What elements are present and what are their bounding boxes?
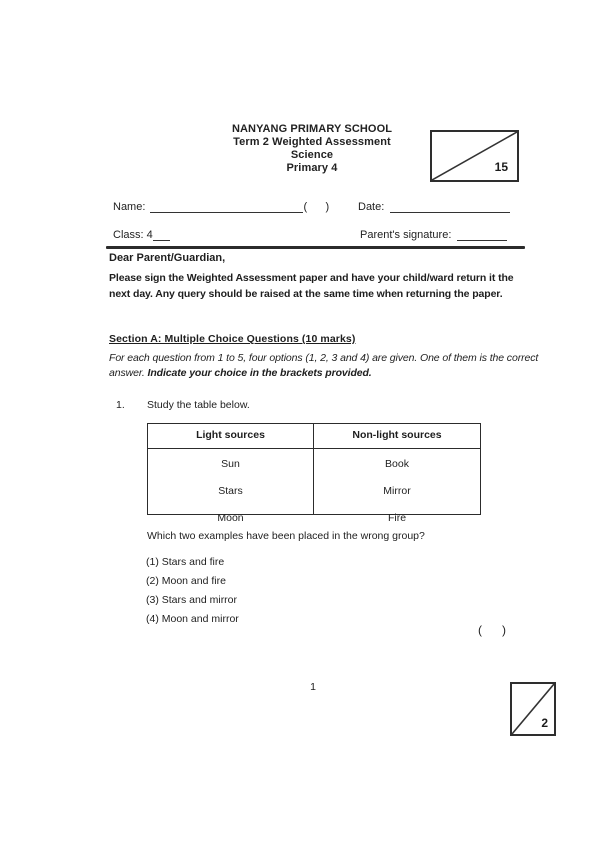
table-cell: Stars: [218, 485, 243, 497]
school-name: NANYANG PRIMARY SCHOOL: [231, 123, 393, 135]
answer-brackets: ( ): [478, 623, 506, 637]
subject-name: Science: [290, 149, 334, 161]
parent-signature-label: Parent's signature:: [360, 229, 452, 241]
option-2: (2) Moon and fire: [146, 575, 226, 587]
sources-table: [147, 423, 481, 524]
table-cell: Sun: [221, 458, 240, 470]
instructions-plain: For each question from 1 to 5, four options (1, 2, 3 and 4) are given. One of them is the correct answer.: [109, 352, 539, 379]
name-blank-line: [150, 201, 303, 213]
question-number: 1.: [116, 399, 125, 411]
name-row: [113, 201, 329, 213]
date-label: Date:: [358, 201, 385, 213]
total-marks-value: 15: [494, 160, 508, 174]
option-3: (3) Stars and mirror: [146, 594, 238, 606]
next-page-marks-value: 2: [541, 716, 548, 730]
table-cell: Book: [385, 458, 409, 470]
class-label: Class: 4: [113, 229, 153, 241]
table-cell: Fire: [387, 512, 407, 524]
options-list: [146, 553, 239, 629]
question-prompt: Study the table below.: [147, 399, 250, 411]
table-column-non-light-sources: [314, 449, 480, 524]
option-4: (4) Moon and mirror: [146, 613, 239, 625]
page-number: 1: [310, 681, 316, 693]
marks-box-total: [430, 130, 519, 182]
section-a-heading: Section A: Multiple Choice Questions (10 marks): [109, 333, 356, 345]
table-cell: Mirror: [383, 485, 411, 497]
salutation: Dear Parent/Guardian,: [109, 252, 226, 264]
instructions-bold: Indicate your choice in the brackets provided.: [147, 367, 372, 379]
question-text: Which two examples have been placed in the wrong group?: [147, 530, 425, 542]
separator-rule: [106, 246, 525, 249]
date-row: [358, 201, 510, 213]
index-brackets: ( ): [303, 201, 330, 213]
parent-signature-blank-line: [457, 229, 507, 241]
table-header-row: [148, 424, 480, 449]
table-header-light-sources: Light sources: [148, 424, 314, 448]
table-cell: Moon: [217, 512, 244, 524]
name-label: Name:: [113, 201, 146, 213]
assessment-title: Term 2 Weighted Assessment: [233, 136, 391, 148]
marks-box-next-page: [510, 682, 556, 736]
date-blank-line: [390, 201, 510, 213]
class-row: [113, 229, 170, 241]
class-blank-line: [153, 229, 170, 241]
notice-paragraph: Please sign the Weighted Assessment paper and have your child/ward return it the next day. Any query should be raised at the same time when returning the paper.: [109, 272, 514, 300]
table-header-non-light-sources: Non-light sources: [352, 429, 442, 441]
parent-signature-row: [360, 229, 507, 241]
table-body: [148, 449, 480, 524]
level-name: Primary 4: [286, 162, 338, 174]
section-a-instructions: [109, 351, 541, 381]
table-column-light-sources: [148, 449, 314, 524]
option-1: (1) Stars and fire: [146, 556, 225, 568]
